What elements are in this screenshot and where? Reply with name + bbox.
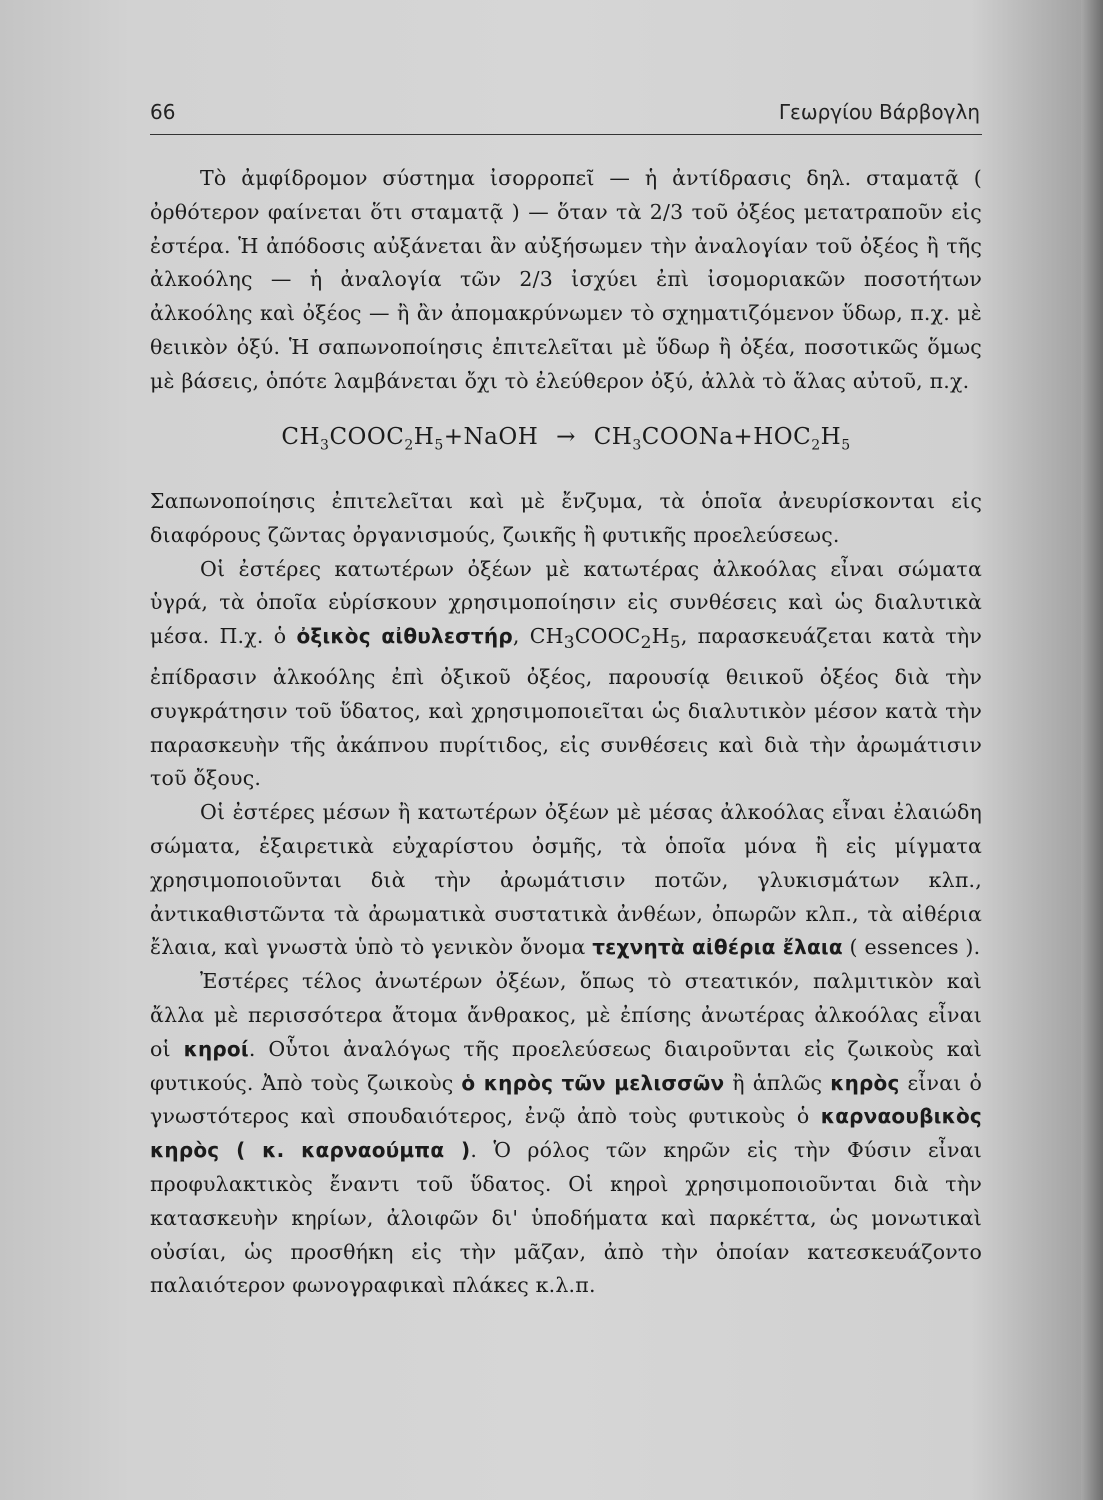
page-edge-shadow: [1081, 0, 1103, 1500]
saponification-equation: [150, 421, 982, 463]
equation-part: H: [413, 423, 435, 450]
text-run: COOC: [574, 624, 641, 649]
text-run: ἢ ἁπλῶς: [724, 1070, 831, 1095]
text-run: Ἐστέρες τέλος ἀνωτέρων ὀξέων, ὅπως τὸ στεατικόν, παλμιτικὸν καὶ ἄλλα μὲ περισσότερα ἄτομα ἄνθρακος, μὲ ἐπίσης ἀνωτέρας ἀλκοόλας εἶναι οἱ: [150, 969, 982, 1061]
running-head-author: Γεωργίου Βάρβογλη: [778, 100, 980, 124]
reaction-arrow: →: [556, 423, 576, 450]
equation-subscript: 3: [320, 437, 330, 454]
text-run: , CH: [512, 624, 564, 649]
equation-part: CH: [593, 423, 633, 450]
equation-subscript: 5: [841, 437, 851, 454]
paragraph-middle-esters: [150, 796, 982, 965]
equation-subscript: 5: [434, 437, 444, 454]
formula-subscript: 2: [640, 633, 652, 654]
equation-reactant: +NaOH: [443, 423, 539, 450]
term-waxes: κηροί: [183, 1036, 249, 1061]
term-artificial-essential-oils: τεχνητὰ αἰθέρια ἔλαια: [592, 935, 843, 960]
term-carnauba-wax: καρναουβικὸς κηρὸς ( κ. καρναούμπα ): [150, 1104, 982, 1163]
body-text: [150, 162, 982, 1303]
formula-subscript: 3: [563, 633, 575, 654]
term-wax: κηρὸς: [830, 1070, 900, 1095]
paragraph-equilibrium: Τὸ ἀμφίδρομον σύστημα ἰσορροπεῖ — ἡ ἀντίδρασις δηλ. σταματᾷ ( ὀρθότερον φαίνεται ὅτι σταματᾷ ) — ὅταν τὰ 2/3 τοῦ ὀξέος μετατραποῦν εἰς ἐστέρα. Ἡ ἀπόδοσις αὐξάνεται ἂν αὐξήσωμεν τὴν ἀναλογίαν τοῦ ὀξέος ἢ τῆς ἀλκοόλης — ἡ ἀναλογία τῶν 2/3 ἰσχύει ἐπὶ ἰσομοριακῶν ποσοτήτων ἀλκοόλης καὶ ὀξέος — ἢ ἂν ἀπομακρύνωμεν τὸ σχηματιζόμενον ὕδωρ, π.χ. μὲ θειικὸν ὀξύ. Ἡ σαπωνοποίησις ἐπιτελεῖται μὲ ὕδωρ ἢ ὀξέα, ποσοτικῶς ὅμως μὲ βάσεις, ὁπότε λαμβάνεται ὄχι τὸ ἐλεύθερον ὀξύ, ἀλλὰ τὸ ἅλας αὐτοῦ, π.χ.: [150, 166, 982, 393]
equation-subscript: 3: [632, 437, 642, 454]
page-header: [150, 100, 980, 134]
text-run: , παρασκευάζεται κατὰ τὴν ἐπίδρασιν ἀλκοόλης ἐπὶ ὀξικοῦ ὀξέος, παρουσίᾳ θειικοῦ ὀξέος διὰ τὴν συγκράτησιν τοῦ ὕδατος, καὶ χρησιμοποιεῖται ὡς διαλυτικὸν μέσον κατὰ τὴν παρασκευὴν τῆς ἀκάπνου πυρίτιδος, εἰς συνθέσεις καὶ διὰ τὴν ἀρωμάτισιν τοῦ ὄξους.: [150, 624, 983, 791]
equation-subscript: 2: [811, 437, 821, 454]
equation-part: COOC: [329, 423, 405, 450]
page-number: 66: [150, 100, 176, 124]
paragraph-waxes: [150, 965, 982, 1303]
text-run: Οἱ ἐστέρες μέσων ἢ κατωτέρων ὀξέων μὲ μέσας ἀλκοόλας εἶναι ἐλαιώδη σώματα, ἐξαιρετικὰ εὐχαρίστου ὀσμῆς, τὰ ὁποῖα μόνα ἢ εἰς μίγματα χρησιμοποιοῦνται διὰ τὴν ἀρωμάτισιν ποτῶν, γλυκισμάτων κλπ., ἀντικαθιστῶντα τὰ ἀρωματικὰ συστατικὰ ἀνθέων, ὀπωρῶν κλπ., τὰ αἰθέρια ἔλαια, καὶ γνωστὰ ὑπὸ τὸ γενικὸν ὄνομα: [150, 800, 982, 960]
equation-product: COONa+HOC: [641, 423, 812, 450]
header-rule: [150, 134, 982, 135]
text-run: Οἱ ἐστέρες κατωτέρων ὀξέων μὲ κατωτέρας ἀλκοόλας εἶναι σώματα ὑγρά, τὰ ὁποῖα εὑρίσκουν χρησιμοποίησιν εἰς συνθέσεις καὶ ὡς διαλυτικὰ μέσα. Π.χ. ὁ: [150, 556, 982, 649]
term-beeswax: ὁ κηρὸς τῶν μελισσῶν: [461, 1070, 725, 1095]
equation-part: CH: [281, 423, 321, 450]
equation-subscript: 2: [404, 437, 414, 454]
text-run: . Ὁ ρόλος τῶν κηρῶν εἰς τὴν Φύσιν εἶναι προφυλακτικὸς ἔναντι τοῦ ὕδατος. Οἱ κηροὶ χρησιμοποιοῦνται διὰ τὴν κατασκευὴν κηρίων, ἀλοιφῶν δι' ὑποδήματα καὶ παρκέττα, ὡς μονωτικαὶ οὐσίαι, ὡς προσθήκη εἰς τὴν μᾶζαν, ἀπὸ τὴν ὁποίαν κατεσκευάζοντο παλαιότερον φωνογραφικαὶ πλάκες κ.λ.π.: [150, 1138, 982, 1298]
text-run: H: [651, 624, 670, 649]
formula-subscript: 5: [669, 633, 681, 654]
text-run: ( essences ).: [842, 935, 981, 960]
term-ethyl-acetate: ὀξικὸς αἰθυλεστήρ: [296, 624, 513, 649]
equation-part: H: [820, 423, 842, 450]
text-run: . Οὗτοι ἀναλόγως τῆς προελεύσεως διαιροῦνται εἰς ζωικοὺς καὶ φυτικούς. Ἀπὸ τοὺς ζωικοὺς: [150, 1036, 982, 1095]
paragraph-lower-esters: [150, 553, 982, 797]
text-run: εἶναι ὁ γνωστότερος καὶ σπουδαιότερος, ἐνῷ ἀπὸ τοὺς φυτικοὺς ὁ: [150, 1070, 982, 1129]
paragraph-enzymes: Σαπωνοποίησις ἐπιτελεῖται καὶ μὲ ἔνζυμα, τὰ ὁποῖα ἀνευρίσκονται εἰς διαφόρους ζῶντας ὀργανισμούς, ζωικῆς ἢ φυτικῆς προελεύσεως.: [150, 488, 982, 547]
